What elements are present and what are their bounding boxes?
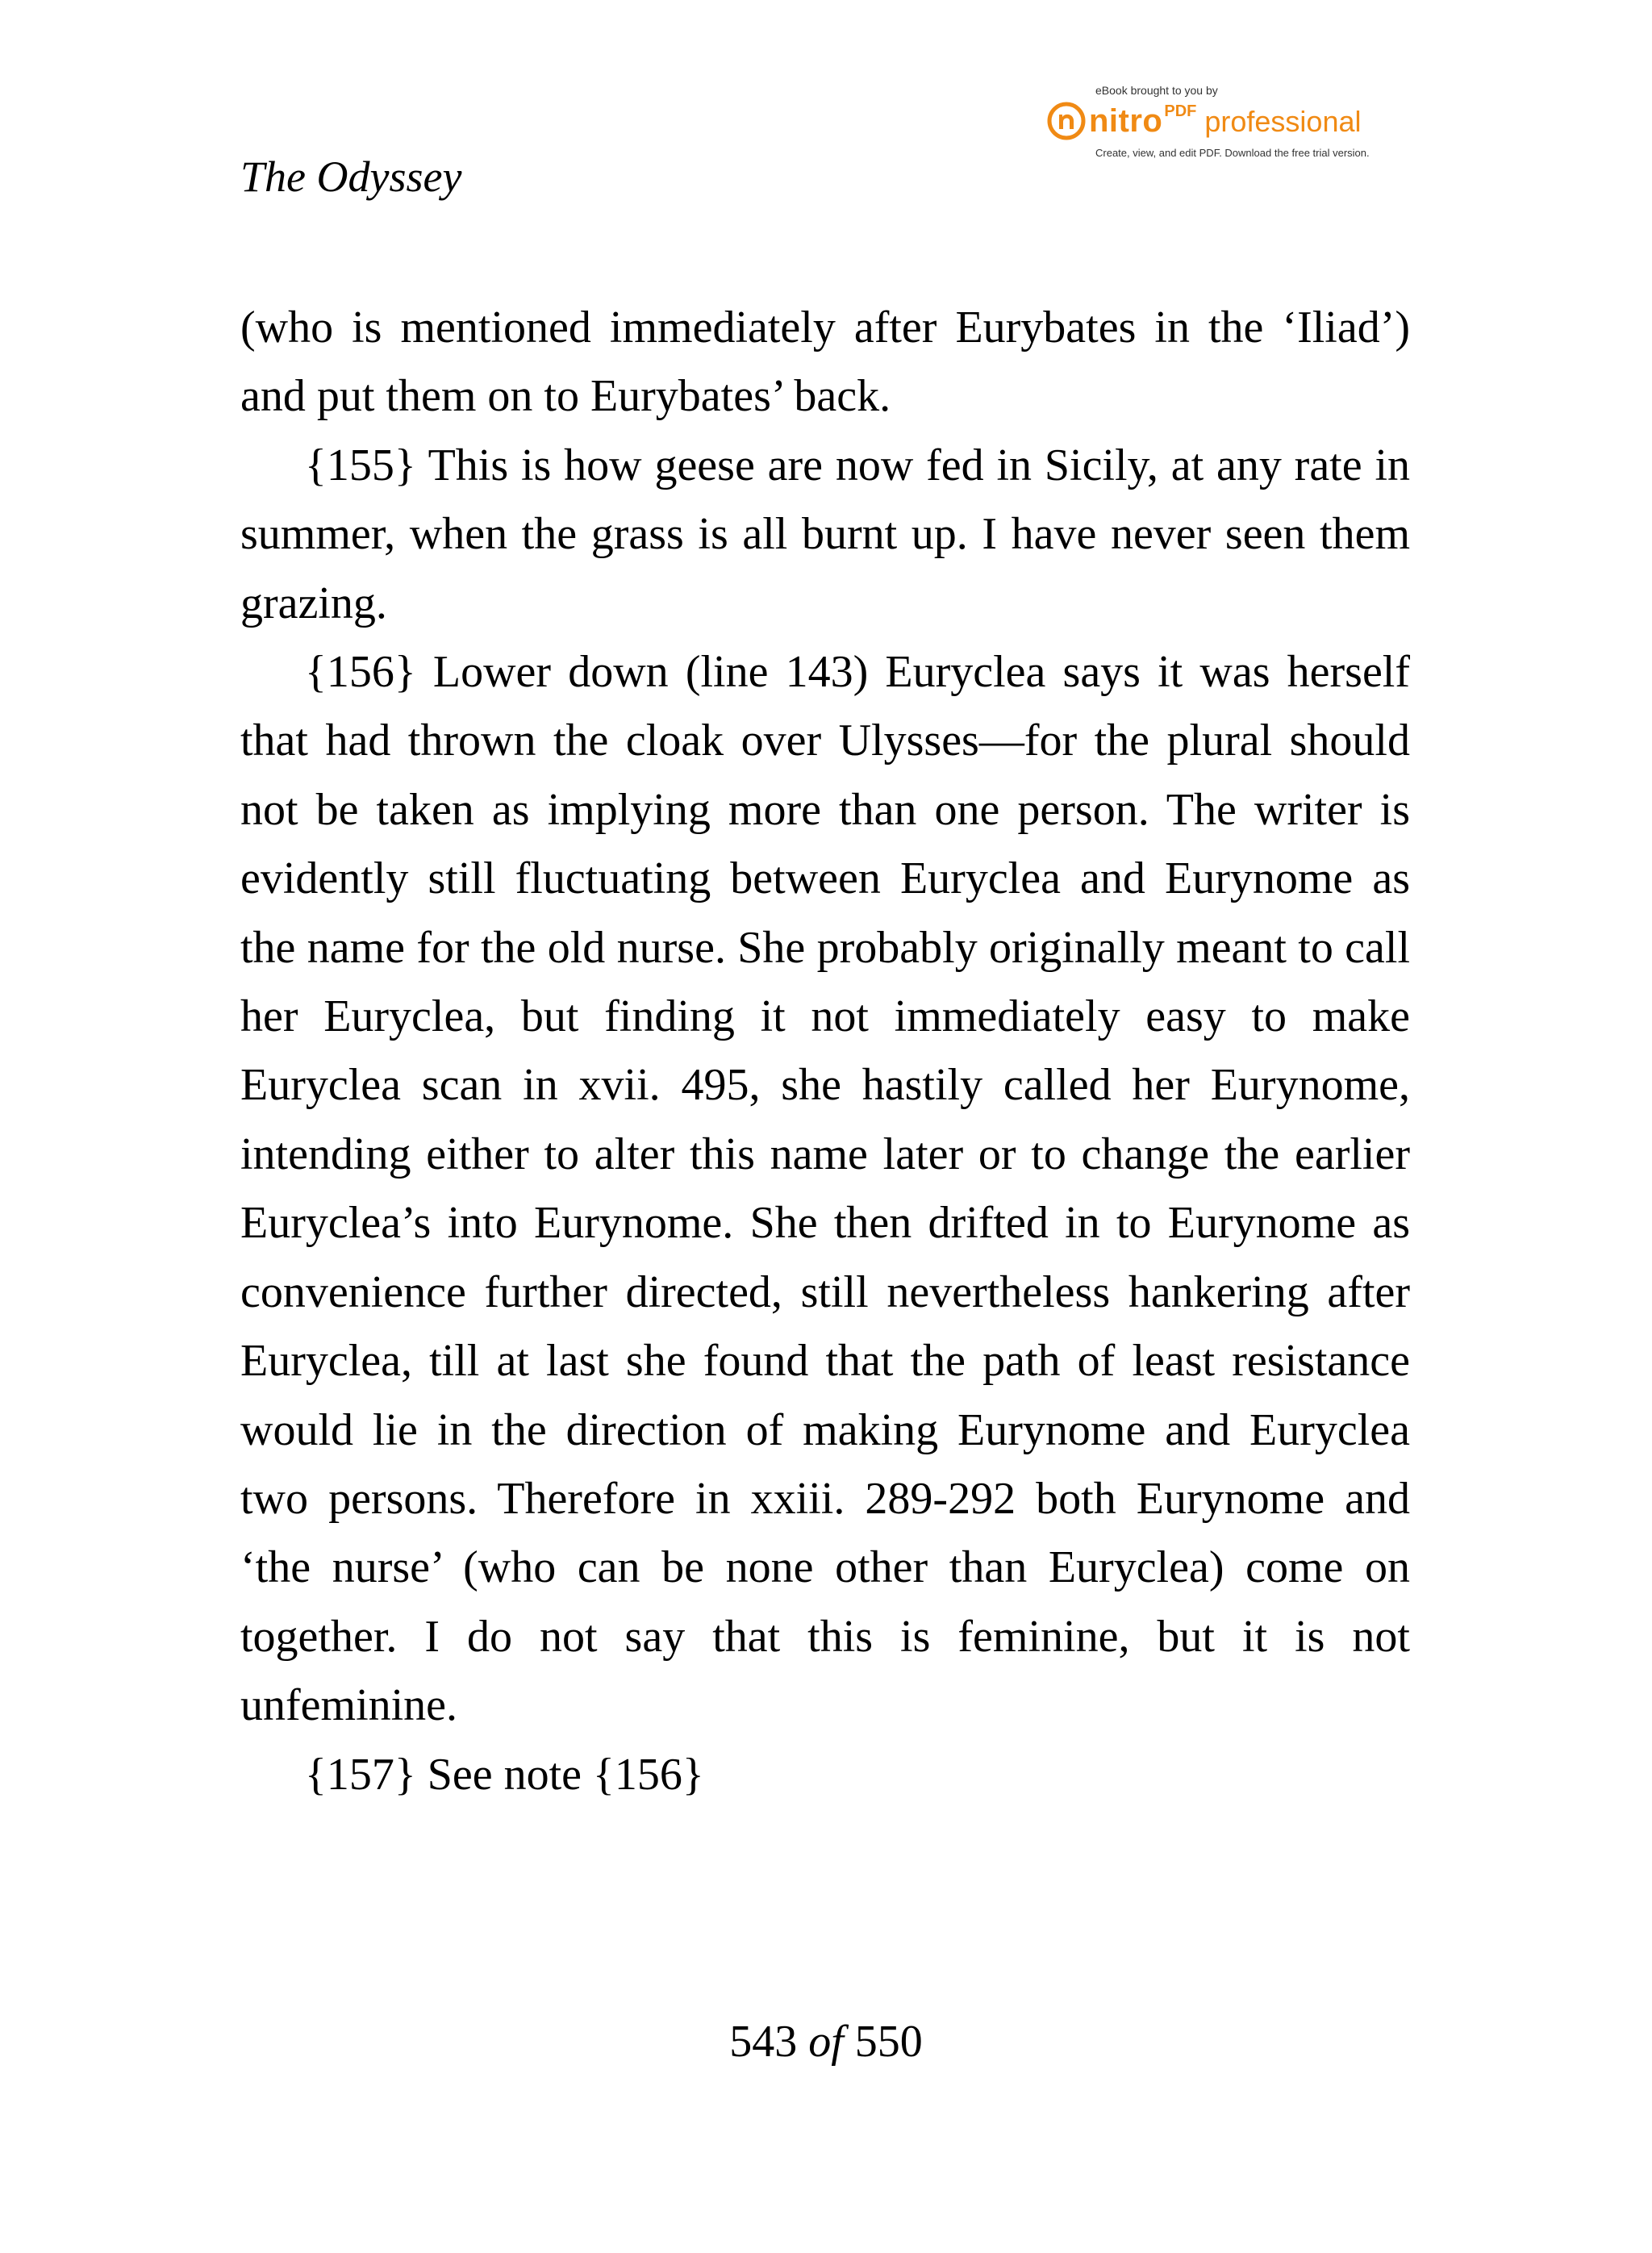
banner-brand-row [1047, 102, 1362, 142]
banner-tagline: eBook brought to you by [1095, 84, 1218, 97]
brand-pdf: PDF [1164, 102, 1197, 120]
brand-professional: professional [1204, 105, 1362, 138]
paragraph-continued: (who is mentioned immediately after Eurybates in the ‘Iliad’) and put them on to Eurybates’ back. [240, 302, 1410, 422]
paragraph-note-156: {156} Lower down (line 143) Euryclea says it was herself that had thrown the cloak over Ulysses—for the plural should not be taken as implying more than one person. The writer is evidently still fluctuating between Euryclea and Eurynome as the name for the old nurse. She probably originally meant to call her Euryclea, but finding it not immediately easy to make Euryclea scan in xvii. 495, she hastily called her Eurynome, intending either to alter this name later or to change the earlier Euryclea’s into Eurynome. She then drifted in to Eurynome as convenience further directed, still nevertheless hankering after Euryclea, till at last she found that the path of least resistance would lie in the direction of making Eurynome and Euryclea two persons. Therefore in xxiii. 289-292 both Eurynome and ‘the nurse’ (who can be none other than Euryclea) come on together. I do not say that this is feminine, but it is not unfeminine. [240, 647, 1410, 1731]
page-of-label: of [808, 2017, 844, 2067]
paragraph-note-157: {157} See note {156} [305, 1749, 704, 1800]
banner-subline: Create, view, and edit PDF. Download the free trial version. [1095, 147, 1370, 159]
body-text [240, 294, 1410, 1809]
brand-nitro: nitro [1089, 103, 1163, 139]
page-total: 550 [854, 2017, 923, 2067]
nitro-logo-icon [1047, 102, 1086, 140]
page-current: 543 [729, 2017, 798, 2067]
paragraph-note-155: {155} This is how geese are now fed in Sicily, at any rate in summer, when the grass is all burnt up. I have never seen them grazing. [240, 440, 1410, 628]
nitro-pdf-banner[interactable] [1047, 84, 1410, 165]
page-number [0, 2013, 1652, 2071]
running-head-title: The Odyssey [240, 152, 462, 201]
